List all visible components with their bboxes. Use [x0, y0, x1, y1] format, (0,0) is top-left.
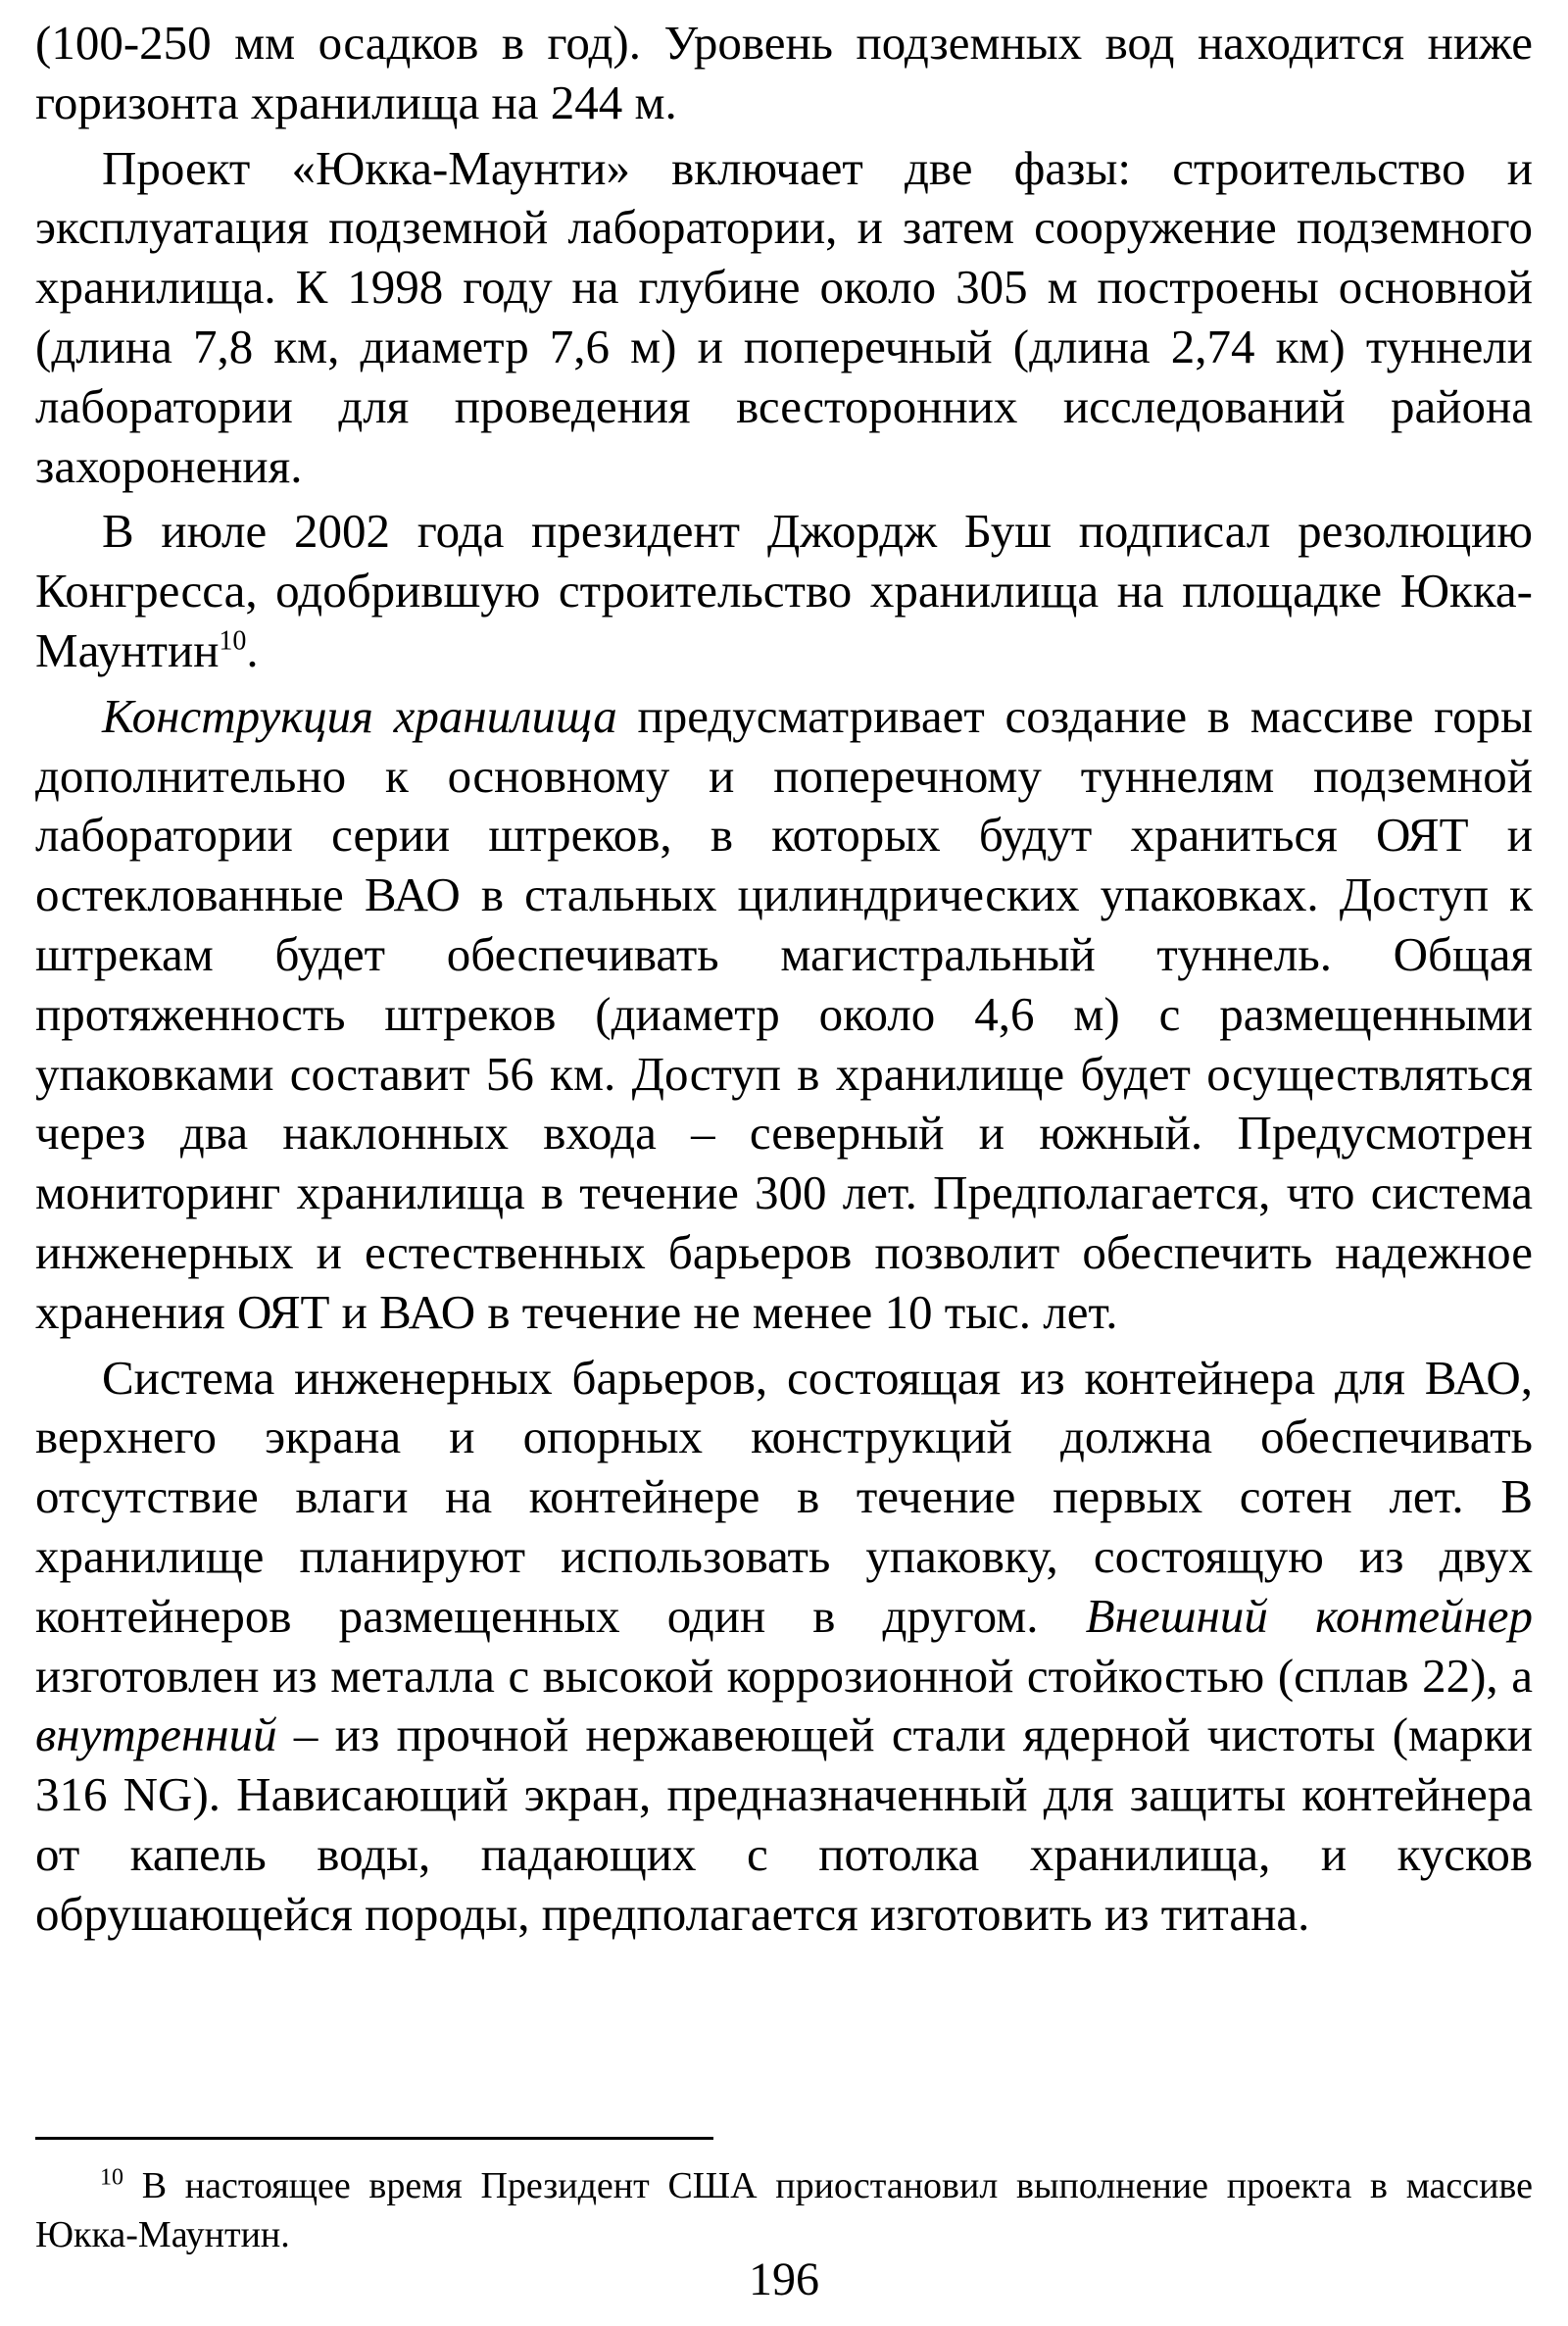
paragraph-barriers: [35, 1349, 1533, 1945]
paragraph-resolution: [35, 502, 1533, 680]
footnote-number: 10: [100, 2164, 123, 2191]
paragraph-5-part-c: – из прочной нержавеющей стали ядерной чистоты (марки 316 NG). Нависающий экран, предназначенный для защиты контейнера от капель воды, падающих с потолка хранилища, и кусков обрушающейся породы, предполагается изготовить из титана.: [35, 1707, 1533, 1941]
paragraph-project-phases: [35, 139, 1533, 497]
italic-term-inner: внутренний: [35, 1707, 277, 1762]
paragraph-5-part-a: Система инженерных барьеров, состоящая из контейнера для ВАО, верхнего экрана и опорных конструкций должна обеспечивать отсутствие влаги на контейнере в течение первых сотен лет. В хранилище планируют использовать упаковку, состоящую из двух контейнеров размещенных один в другом.: [35, 1350, 1533, 1643]
italic-term-outer-container: Внешний контейнер: [1085, 1588, 1534, 1643]
page-number: 196: [749, 2253, 819, 2305]
paragraph-3-text: В июле 2002 года президент Джордж Буш подписал резолюцию Конгресса, одобрившую строительство хранилища на площадке Юкка-Маунтин: [35, 504, 1533, 677]
paragraph-4-text: предусматривает создание в массиве горы дополнительно к основному и поперечному туннелям подземной лаборатории серии штреков, в которых будут храниться ОЯТ и остеклованные ВАО в стальных цилиндрических упаковках. Доступ к штрекам будет обеспечивать магистральный туннель. Общая протяженность штреков (диаметр около 4,6 м) с размещенными упаковками составит 56 км. Доступ в хранилище будет осуществляться через два наклонных входа – северный и южный. Предусмотрен мониторинг хранилища в течение 300 лет. Предполагается, что система инженерных и естественных барьеров позволит обеспечить надежное хранения ОЯТ и ВАО в течение не менее 10 тыс. лет.: [35, 688, 1533, 1339]
paragraph-continuation: [35, 14, 1533, 133]
main-text: [35, 14, 1533, 1945]
paragraph-5-part-b: изготовлен из металла с высокой коррозионной стойкостью (сплав 22), а: [35, 1648, 1533, 1703]
paragraph-3-end: .: [246, 622, 259, 677]
footnote-text: В настоящее время Президент США приостановил выполнение проекта в массиве Юкка-Маунтин.: [35, 2165, 1533, 2255]
italic-term-construction: Конструкция хранилища: [102, 688, 617, 743]
footnote-divider: [35, 2137, 713, 2140]
paragraph-construction: [35, 687, 1533, 1343]
footnote-reference[interactable]: 10: [219, 625, 247, 657]
footnote: [35, 2161, 1533, 2259]
paragraph-2-text: Проект «Юкка-Маунти» включает две фазы: строительство и эксплуатация подземной лаборатории, и затем сооружение подземного хранилища. К 1998 году на глубине около 305 м построены основной (длина 7,8 км, диаметр 7,6 м) и поперечный (длина 2,74 км) туннели лаборатории для проведения всесторонних исследований района захоронения.: [35, 140, 1533, 493]
paragraph-1-text: (100-250 мм осадков в год). Уровень подземных вод находится ниже горизонта хранилища на 244 м.: [35, 16, 1533, 129]
